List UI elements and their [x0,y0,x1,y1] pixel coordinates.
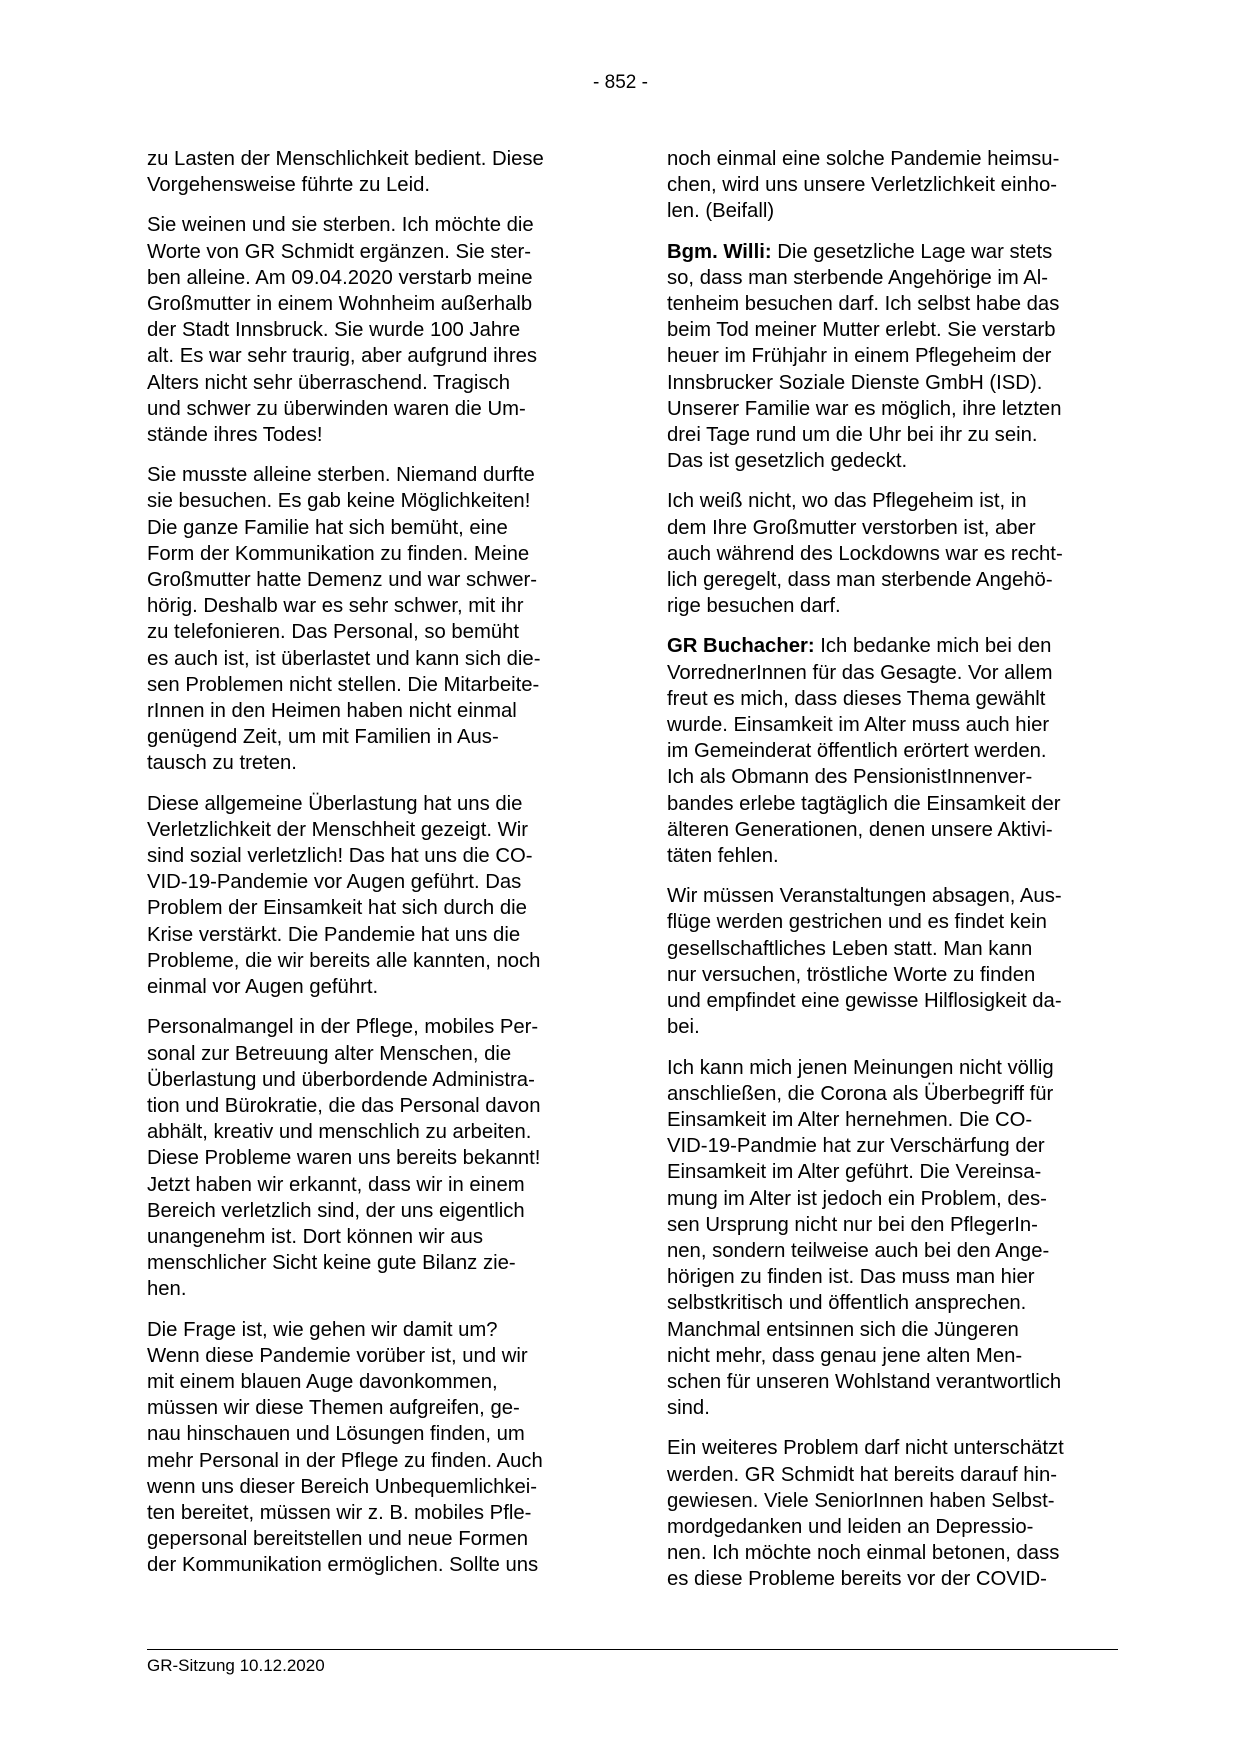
speech-paragraph [667,239,1117,475]
paragraph: Ein weiteres Problem darf nicht unterschätzt werden. GR Schmidt hat bereits darauf hin- gewiesen. Viele SeniorInnen haben Selbst- mordgedanken und leiden an Depressio- nen. Ich möchte noch einmal betonen, dass es diese Probleme bereits vor der COVID- [667,1437,1064,1591]
left-column [147,146,593,1593]
speech-text: Die gesetzliche Lage war stets so, dass man sterbende Angehörige im Al- tenheim besuchen darf. Ich selbst habe das beim Tod meiner Mutter erlebt. Sie verstarb heuer im Frühjahr in einem Pflegeheim der Innsbrucker Soziale Dienste GmbH (ISD). Unserer Familie war es möglich, ihre letzten drei Tage rund um die Uhr bei ihr zu sein. Das ist gesetzlich gedeckt. [667,240,1062,473]
paragraph: Personalmangel in der Pflege, mobiles Per- sonal zur Betreuung alter Menschen, die Überlastung und überbordende Administra- tion und Bürokratie, die das Personal davon abhält, kreativ und menschlich zu arbeiten. Diese Probleme waren uns bereits bekannt! Jetzt haben wir erkannt, dass wir in einem Bereich verletzlich sind, der uns eigentlich unangenehm ist. Dort können wir aus menschlicher Sicht keine gute Bilanz zie- hen. [147,1016,541,1301]
paragraph: Sie weinen und sie sterben. Ich möchte die Worte von GR Schmidt ergänzen. Sie ster- ben alleine. Am 09.04.2020 verstarb meine Großmutter in einem Wohnheim außerhalb der Stadt Innsbruck. Sie wurde 100 Jahre alt. Es war sehr traurig, aber aufgrund ihres Alters nicht sehr überraschend. Tragisch und schwer zu überwinden waren die Um- stände ihres Todes! [147,214,538,447]
speaker-name: Bgm. Willi: [667,240,772,263]
paragraph: noch einmal eine solche Pandemie heimsu- chen, wird uns unsere Verletzlichkeit einho- len. (Beifall) [667,148,1060,223]
paragraph: zu Lasten der Menschlichkeit bedient. Diese Vorgehensweise führte zu Leid. [147,148,544,197]
paragraph: Die Frage ist, wie gehen wir damit um? Wenn diese Pandemie vorüber ist, und wir mit einem blauen Auge davonkommen, müssen wir diese Themen aufgreifen, ge- nau hinschauen und Lösungen finden, um mehr Personal in der Pflege zu finden. Auch wenn uns dieser Bereich Unbequemlichkei- ten bereitet, müssen wir z. B. mobiles Pfle- gepersonal bereitstellen und neue Formen der Kommunikation ermöglichen. Sollte uns [147,1318,543,1577]
speaker-name: GR Buchacher: [667,635,815,658]
paragraph: Sie musste alleine sterben. Niemand durfte sie besuchen. Es gab keine Möglichkeiten! Die ganze Familie hat sich bemüht, eine Form der Kommunikation zu finden. Meine Großmutter hatte Demenz und war schwer- hörig. Deshalb war es sehr schwer, mit ihr zu telefonieren. Das Personal, so bemüht es auch ist, ist überlastet und kann sich die- sen Problemen nicht stellen. Die Mitarbeite- rInnen in den Heimen haben nicht einmal genügend Zeit, um mit Familien in Aus- tausch zu treten. [147,464,541,775]
right-column [667,146,1117,1607]
footer-session-date: GR-Sitzung 10.12.2020 [147,1656,325,1675]
paragraph: Ich kann mich jenen Meinungen nicht völlig anschließen, die Corona als Überbegriff für Einsamkeit im Alter hernehmen. Die CO- VID-19-Pandmie hat zur Verschärfung der Einsamkeit im Alter geführt. Die Vereinsa- mung im Alter ist jedoch ein Problem, des- sen Ursprung nicht nur bei den PflegerIn- nen, sondern teilweise auch bei den Ange- hörigen zu finden ist. Das muss man hier selbstkritisch und öffentlich ansprechen. Manchmal entsinnen sich die Jüngeren nicht mehr, dass genau jene alten Men- schen für unseren Wohlstand verantwortlich sind. [667,1056,1062,1420]
paragraph: Ich weiß nicht, wo das Pflegeheim ist, in dem Ihre Großmutter verstorben ist, aber auch während des Lockdowns war es recht- lich geregelt, dass man sterbende Angehö- rige besuchen darf. [667,490,1063,618]
paragraph: Wir müssen Veranstaltungen absagen, Aus- flüge werden gestrichen und es findet kein gesellschaftliches Leben statt. Man kann nur versuchen, tröstliche Worte zu finden und empfindet eine gewisse Hilflosigkeit da- bei. [667,885,1062,1039]
speech-paragraph [667,633,1117,869]
page-number: - 852 - [593,72,648,93]
footer-divider [147,1649,1118,1650]
speech-text: Ich bedanke mich bei den VorrednerInnen für das Gesagte. Vor allem freut es mich, dass dieses Thema gewählt wurde. Einsamkeit im Alter muss auch hier im Gemeinderat öffentlich erörtert werden. Ich als Obmann des PensionistInnenver- bandes erlebe tagtäglich die Einsamkeit der älteren Generationen, denen unsere Aktivi- täten fehlen. [667,635,1061,868]
paragraph: Diese allgemeine Überlastung hat uns die Verletzlichkeit der Menschheit gezeigt. Wir sind sozial verletzlich! Das hat uns die CO- VID-19-Pandemie vor Augen geführt. Das Problem der Einsamkeit hat sich durch die Krise verstärkt. Die Pandemie hat uns die Probleme, die wir bereits alle kannten, noch einmal vor Augen geführt. [147,792,541,999]
